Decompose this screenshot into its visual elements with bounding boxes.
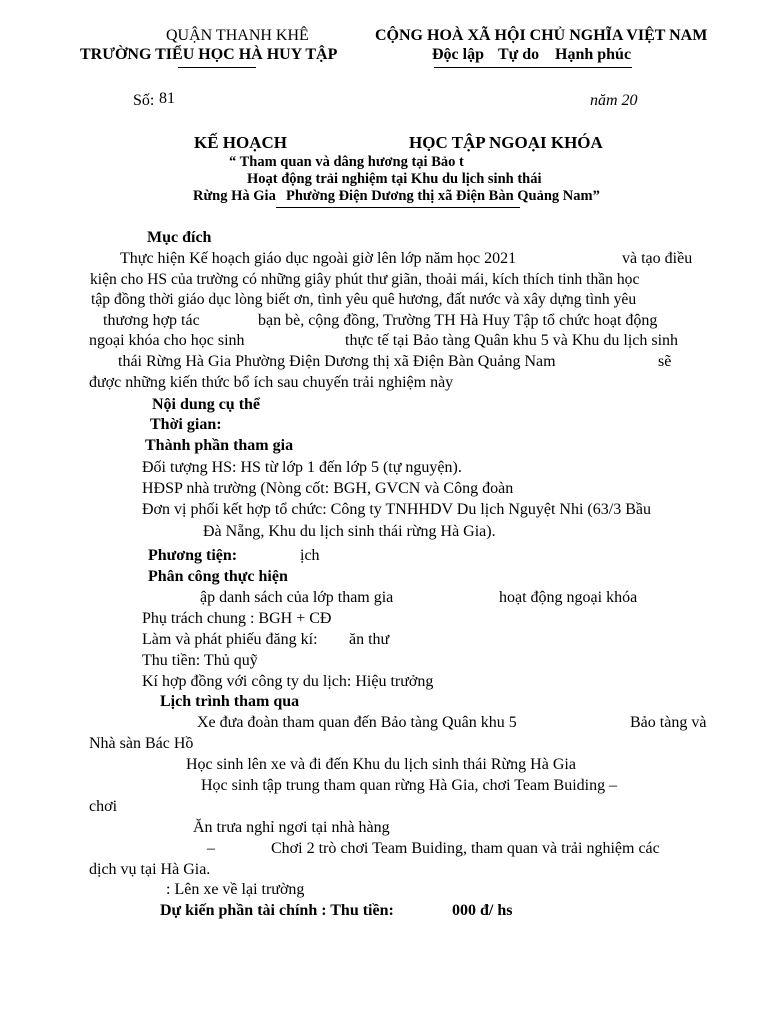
purpose-line-1b: và tạo điều (622, 250, 693, 267)
purpose-heading: Mục đích (147, 229, 212, 246)
district-name: QUẬN THANH KHÊ (166, 27, 309, 44)
assignment-item-2: Phụ trách chung : BGH + CĐ (142, 610, 332, 627)
participant-item-1: Đối tượng HS: HS từ lớp 1 đến lớp 5 (tự nguyện). (142, 459, 462, 476)
purpose-line-1a: Thực hiện Kế hoạch giáo dục ngoài giờ lên lớp năm học 2021 (120, 250, 517, 267)
participant-item-3: Đơn vị phối kết hợp tổ chức: Công ty TNHHDV Du lịch Nguyệt Nhi (63/3 Bầu (142, 501, 651, 518)
itinerary-line-7a: – (207, 840, 215, 857)
itinerary-line-1b: Bảo tàng và (630, 714, 707, 731)
purpose-line-5a: ngoại khóa cho học sinh (89, 332, 245, 349)
purpose-line-3: tập đồng thời giáo dục lòng biết ơn, tình yêu quê hương, đất nước và xây dựng tình yêu (91, 291, 637, 308)
plan-subtitle-3a: Rừng Hà Gia (193, 188, 276, 204)
itinerary-line-1a: Xe đưa đoàn tham quan đến Bảo tàng Quân khu 5 (197, 714, 517, 731)
plan-subtitle-3b: Phường Điện Dương thị xã Điện Bàn Quảng Nam” (286, 188, 600, 204)
itinerary-line-6: Ăn trưa nghỉ ngơi tại nhà hàng (193, 819, 390, 836)
assignment-heading: Phân công thực hiện (148, 568, 288, 585)
doc-number-label: Số: (133, 92, 155, 109)
assignment-item-5: Kí hợp đồng với công ty du lịch: Hiệu trưởng (142, 673, 434, 690)
participant-item-2: HĐSP nhà trường (Nòng cốt: BGH, GVCN và Công đoàn (142, 480, 514, 497)
purpose-line-6a: thái Rừng Hà Gia Phường Điện Dương thị xã Điện Bàn Quảng Nam (118, 353, 556, 370)
doc-year: năm 20 (590, 92, 638, 109)
assignment-item-1b: hoạt động ngoại khóa (499, 589, 638, 606)
plan-subtitle-2: Hoạt động trải nghiệm tại Khu du lịch sinh thái (247, 171, 542, 187)
purpose-line-5b: thực tế tại Bảo tàng Quân khu 5 và Khu du lịch sinh (345, 332, 679, 349)
itinerary-line-2: Nhà sàn Bác Hồ (89, 735, 194, 752)
motto-part-1: Độc lập (432, 46, 484, 63)
transport-value: ịch (300, 547, 320, 564)
participant-item-4: Đà Nẵng, Khu du lịch sinh thái rừng Hà Gia). (203, 523, 496, 540)
purpose-line-7: được những kiến thức bổ ích sau chuyến trải nghiệm này (89, 374, 454, 391)
assignment-item-1a: ập danh sách của lớp tham gia (200, 589, 394, 606)
republic-title: CỘNG HOÀ XÃ HỘI CHỦ NGHĨA VIỆT NAM (375, 27, 708, 44)
doc-number: 81 (159, 90, 175, 107)
purpose-line-4a: thương hợp tác (103, 312, 200, 329)
motto-part-2: Tự do (498, 46, 540, 63)
purpose-line-4b: bạn bè, cộng đồng, Trường TH Hà Huy Tập tổ chức hoạt động (258, 312, 658, 329)
itinerary-line-3: Học sinh lên xe và đi đến Khu du lịch sinh thái Rừng Hà Gia (186, 756, 576, 773)
purpose-line-6b: sẽ (658, 353, 672, 370)
finance-label: Dự kiến phần tài chính : Thu tiền: (160, 902, 394, 919)
itinerary-line-4: Học sinh tập trung tham quan rừng Hà Gia, chơi Team Buiding – (201, 777, 618, 794)
motto-underline (434, 67, 632, 68)
plan-subtitle-1: “ Tham quan và dâng hương tại Bảo t (229, 154, 464, 170)
itinerary-line-5: chơi (89, 798, 118, 815)
school-underline (178, 67, 256, 68)
transport-label: Phương tiện: (148, 547, 238, 564)
motto-part-3: Hạnh phúc (555, 46, 632, 63)
assignment-item-3a: Làm và phát phiếu đăng kí: (142, 631, 318, 648)
plan-title-right: HỌC TẬP NGOẠI KHÓA (409, 133, 603, 152)
time-label: Thời gian: (150, 416, 222, 433)
subtitle-underline (276, 207, 520, 208)
assignment-item-3b: ăn thư (349, 631, 390, 648)
assignment-item-4: Thu tiền: Thủ quỹ (142, 652, 258, 669)
itinerary-line-8: dịch vụ tại Hà Gia. (89, 861, 211, 878)
itinerary-heading: Lịch trình tham qua (160, 693, 300, 710)
participants-heading: Thành phần tham gia (145, 437, 294, 454)
itinerary-line-9: : Lên xe về lại trường (166, 881, 305, 898)
finance-value: 000 đ/ hs (452, 902, 513, 919)
purpose-line-2: kiện cho HS của trường có những giây phút thư giãn, thoải mái, kích thích tinh thần học (90, 271, 640, 288)
plan-title-left: KẾ HOẠCH (194, 133, 288, 152)
itinerary-line-7b: Chơi 2 trò chơi Team Buiding, tham quan và trải nghiệm các (271, 840, 660, 857)
content-heading: Nội dung cụ thể (152, 396, 261, 413)
school-name: TRƯỜNG TIỂU HỌC HÀ HUY TẬP (80, 46, 338, 63)
